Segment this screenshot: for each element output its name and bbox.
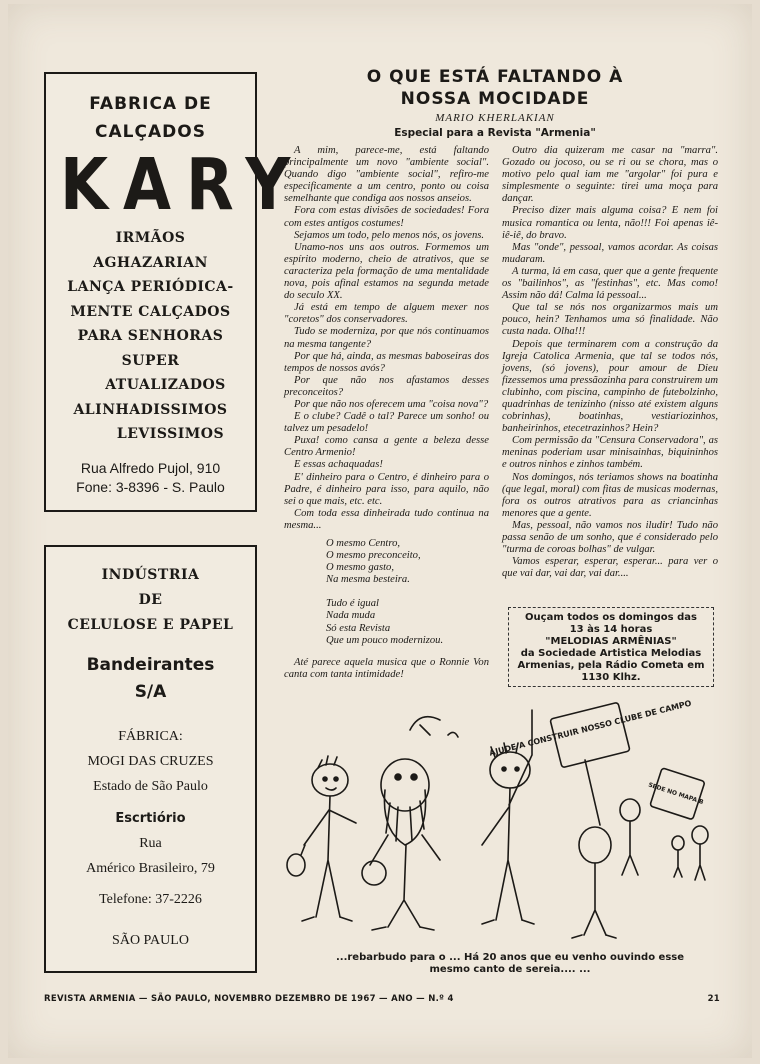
article-column-left [284, 145, 489, 681]
notice-line: 13 às 14 horas [569, 624, 653, 635]
paragraph: E' dinheiro para o Centro, é dinheiro para o Padre, é dinheiro para isso, para aquilo, não sei o que mais, etc. etc. [284, 471, 489, 507]
celulose-header-3: CELULOSE E PAPEL [67, 617, 234, 633]
celulose-advertisement [44, 545, 257, 973]
cartoon-boy-figure [287, 756, 356, 921]
street-label: Rua [139, 836, 162, 851]
paragraph: Já está em tempo de alguem mexer nos "coretos" dos conservadores. [284, 302, 489, 326]
kary-line: LANÇA PERIÓDICA- [67, 279, 234, 295]
paragraph: Mas "onde", pessoal, vamos acordar. As coisas mudaram. [502, 241, 718, 265]
paragraph: A mim, parece-me, está faltando principalmente um novo "ambiente social". Quando digo "ambiente social", refiro-me especificamente a um centro, ponto ou coisa semelhante que condiga aos nossos anseios. [284, 145, 489, 205]
celulose-header-1: INDÚSTRIA [101, 567, 200, 583]
article-author: MARIO KHERLAKIAN [435, 112, 555, 124]
celulose-phone: Telefone: 37-2226 [99, 892, 202, 907]
paragraph: Outro dia quizeram me casar na "marra". Gozado ou jocoso, ou se ri ou se chora, mas o motivo pelo qual iam me "argolar" foi pura e simplesmente o seguinte: tirei uma moça para dançar. [502, 145, 718, 205]
verse-line: O mesmo gasto, [326, 562, 394, 574]
verse-line: Na mesma besteira. [326, 574, 410, 586]
office-label: Escrtiório [115, 811, 186, 826]
verse-line: Nada muda [326, 610, 376, 622]
kary-line: IRMÃOS [115, 230, 186, 246]
paragraph: Vamos esperar, esperar, esperar... para ver o que vai dar, vai dar, vai dar.... [502, 556, 718, 580]
paragraph: Puxa! como cansa a gente a beleza desse Centro Armenio! [284, 435, 489, 459]
cartoon-sign-text: AJUDE A CONSTRUIR NOSSO CLUBE DE CAMPO [488, 698, 693, 758]
kary-line: AGHAZARIAN [93, 254, 208, 271]
page-number: 21 [707, 994, 720, 1004]
closing-paragraph: Até parece aquela musica que o Ronnie Von canta com tanta intimidade! [284, 656, 489, 680]
celulose-header-2: DE [138, 592, 163, 608]
cartoon-small-figures [620, 768, 708, 880]
celulose-brand: Bandeirantes [86, 655, 215, 675]
title-line-2: NOSSA MOCIDADE [400, 89, 590, 109]
verse-block [326, 538, 489, 647]
verse-line: Que um pouco modernizou. [326, 634, 444, 646]
paragraph: Por que não nos afastamos desses preconceitos? [284, 374, 489, 398]
celulose-city: SÃO PAULO [112, 933, 189, 948]
paragraph: Com toda essa dinheirada tudo continua na mesma... [284, 507, 489, 531]
paragraph: A turma, lá em casa, quer que a gente frequente os "bailinhos", as "festinhas", etc. Mas como! Assim não dá! Calma lá pessoal... [502, 265, 718, 302]
notice-line: 1130 Klhz. [581, 672, 641, 683]
paragraph: Por que há, ainda, as mesmas baboseiras dos tempos de nossos avós? [284, 350, 489, 374]
verse-line: O mesmo Centro, [326, 538, 401, 549]
kary-line: LEVISSIMOS [116, 426, 225, 442]
kary-advertisement [44, 72, 306, 512]
verse-line: Tudo é igual [326, 598, 379, 610]
paragraph: Por que não nos oferecem uma "coisa nova"? [294, 398, 489, 410]
notice-line: Armenias, pela Rádio Cometa em [517, 660, 705, 671]
article-title [300, 66, 690, 110]
cartoon-bearded-man [362, 717, 458, 930]
celulose-brand-suffix: S/A [134, 682, 167, 702]
factory-city: MOGI DAS CRUZES [87, 754, 214, 769]
street-address: Américo Brasileiro, 79 [86, 861, 215, 876]
paragraph: Tudo se moderniza, por que nós continuamos na mesma tangente? [284, 326, 489, 350]
verse-line: Só esta Revista [326, 622, 391, 634]
article-column-right [502, 145, 718, 580]
paragraph: Preciso dizer mais alguma coisa? E nem foi musica romantica ou lenta, não!!! Foi apenas iê-iê-iê, do bravo. [502, 205, 718, 241]
paragraph: Com permissão da "Censura Conservadora", as meninas poderiam usar minisainhas, biquininhos e outros ninhos e zinhos também. [502, 435, 718, 471]
paragraph: Que tal se nós nos organizarmos mais um pouco, hein? Tenhamos uma só finalidade. Não custa nada. Olha!!! [502, 302, 718, 338]
notice-line: Ouçam todos os domingos das [525, 612, 697, 623]
paragraph: Fora com estas divisões de sociedades! Fora com estes antigos costumes! [284, 205, 489, 229]
cartoon-caption [300, 952, 720, 976]
paragraph: Sejamos um todo, pelo menos nós, os jovens. [294, 229, 485, 241]
factory-state: Estado de São Paulo [93, 779, 208, 794]
caption-line: ...rebarbudo para o ... Há 20 anos que eu venho ouvindo esse [335, 952, 685, 963]
cartoon-illustration [270, 695, 720, 950]
kary-line: SUPER [121, 352, 180, 369]
notice-line: da Sociedade Artistica Melodias [520, 648, 702, 659]
factory-label: FÁBRICA: [118, 729, 183, 744]
paragraph: Depois que terminarem com a construção da Igreja Catolica Armenia, que tal se todos nós, jovens, (só jovens), pour amour de Dieu fizessemos uma pressãozinha para construirem um clubinho, com piscina, campinho de futebolzinho, quadrinhas de tenizinho (nisso até existem alguns cobrinhas), boatinhas, vestiariozinhos, banheirinhos, etecetrazinhos? Hein? [502, 338, 718, 435]
paragraph: Unamo-nos uns aos outros. Formemos um espírito moderno, cheio de atrativos, que se caracteriza pela formação de uma mentalidade nova, pois afinal estamos na segunda metade do seculo XX. [284, 241, 489, 302]
kary-phone: Fone: 3-8396 - S. Paulo [76, 478, 225, 495]
radio-notice [508, 607, 714, 687]
kary-brand: KARY [60, 142, 306, 227]
paragraph: E o clube? Cadê o tal? Parece um sonho! ou talvez um pesadelo! [284, 411, 489, 435]
footer-publication: REVISTA ARMENIA — SÃO PAULO, NOVEMBRO DEZEMBRO DE 1967 — ANO — N.º 4 [44, 994, 454, 1004]
kary-line: PARA SENHORAS [77, 328, 224, 344]
kary-header-2: CALÇADOS [95, 122, 206, 142]
caption-line: mesmo canto de sereia.... ... [429, 964, 591, 975]
page-footer [44, 994, 720, 1004]
notice-line: "MELODIAS ARMÊNIAS" [545, 636, 677, 647]
paragraph: E essas achaquadas! [294, 459, 383, 471]
paragraph: Mas, pessoal, não vamos nos iludir! Tudo não passa senão de um sonho, que é considerado pelo "turma de coroas bolhas" de vulgar. [502, 519, 718, 556]
paragraph: Nos domingos, nós teriamos shows na boatinha (que legal, moral) com fitas de musicas modernas, fora os outros atrativos para as criancinhas menores que a gente. [502, 471, 718, 519]
kary-line: ALINHADISSIMOS [73, 401, 228, 418]
kary-address: Rua Alfredo Pujol, 910 [80, 459, 221, 476]
verse-line: O mesmo preconceito, [326, 550, 421, 562]
title-line-1: O QUE ESTÁ FALTANDO À [366, 67, 624, 87]
kary-header-1: FABRICA DE [89, 94, 212, 114]
cartoon-sign-text-2: SEDE NO MAPA B [647, 781, 705, 807]
kary-line: ATUALIZADOS [105, 377, 226, 393]
kary-line: MENTE CALÇADOS [70, 303, 231, 320]
kary-description [46, 226, 255, 447]
article-subtitle: Especial para a Revista "Armenia" [394, 127, 596, 139]
